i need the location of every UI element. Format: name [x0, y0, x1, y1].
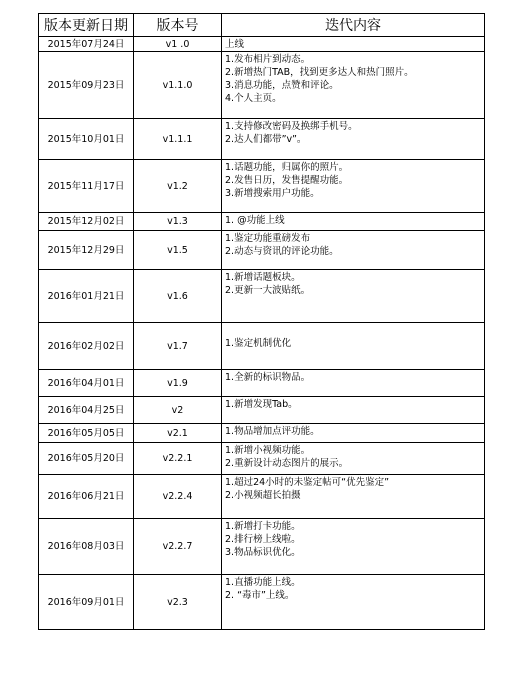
table-row	[39, 160, 485, 213]
content-line: 1.话题功能，归属你的照片。	[225, 162, 349, 173]
content-line: 2.排行榜上线啦。	[225, 534, 301, 545]
cell-content	[222, 213, 485, 231]
content-line: 1.鉴定机制优化	[225, 338, 292, 349]
table-row	[39, 575, 485, 630]
cell-version: v1.7	[134, 323, 222, 370]
content-line: 2.重新设计动态图片的展示。	[225, 458, 349, 469]
cell-version: v2.2.7	[134, 519, 222, 575]
content-line	[225, 324, 482, 337]
cell-version: v1.1.1	[134, 119, 222, 160]
cell-version: v1.3	[134, 213, 222, 231]
table-row	[39, 231, 485, 270]
cell-date: 2015年11月17日	[39, 160, 134, 213]
cell-content	[222, 323, 485, 370]
content-line: 2.动态与资讯的评论功能。	[225, 246, 339, 257]
cell-version: v2.2.4	[134, 475, 222, 519]
content-line: 1.支持修改密码及换绑手机号。	[225, 121, 358, 132]
content-line: 1.物品增加点评功能。	[225, 426, 320, 437]
cell-content	[222, 37, 485, 52]
content-line: 2.小视频超长拍摄	[225, 490, 301, 501]
cell-content	[222, 52, 485, 119]
content-line: 1.新增打卡功能。	[225, 521, 301, 532]
cell-content	[222, 231, 485, 270]
cell-date: 2015年12月02日	[39, 213, 134, 231]
content-line: 2. “毒市”上线。	[225, 590, 295, 601]
content-line: 3.消息功能，点赞和评论。	[225, 80, 339, 91]
table-row	[39, 213, 485, 231]
content-line: 3.新增搜索用户功能。	[225, 188, 320, 199]
cell-version: v2.1	[134, 424, 222, 443]
content-line: 1.鉴定功能重磅发布	[225, 233, 311, 244]
header-content: 迭代内容	[222, 14, 485, 37]
cell-content	[222, 370, 485, 397]
cell-date: 2015年07月24日	[39, 37, 134, 52]
cell-version: v2.2.1	[134, 443, 222, 475]
table-row	[39, 270, 485, 323]
content-line: 1.超过24小时的未鉴定帖可“优先鉴定”	[225, 477, 389, 488]
content-line: 1.发布相片到动态。	[225, 54, 311, 65]
cell-content	[222, 160, 485, 213]
cell-version: v2	[134, 397, 222, 424]
cell-version: v1.5	[134, 231, 222, 270]
header-date: 版本更新日期	[39, 14, 134, 37]
cell-content	[222, 119, 485, 160]
cell-version: v1 .0	[134, 37, 222, 52]
content-line: 1. @功能上线	[225, 215, 285, 226]
cell-date: 2016年02月02日	[39, 323, 134, 370]
cell-content	[222, 443, 485, 475]
cell-version: v1.2	[134, 160, 222, 213]
header-row	[39, 14, 485, 37]
cell-version: v1.6	[134, 270, 222, 323]
cell-date: 2016年08月03日	[39, 519, 134, 575]
header-version: 版本号	[134, 14, 222, 37]
content-line: 2.更新一大波贴纸。	[225, 285, 311, 296]
content-line: 1.新增小视频功能。	[225, 445, 311, 456]
content-line: 2.新增热门TAB，找到更多达人和热门照片。	[225, 67, 414, 78]
cell-date: 2015年12月29日	[39, 231, 134, 270]
content-line: 4.个人主页。	[225, 93, 282, 104]
content-line: 1.直播功能上线。	[225, 577, 301, 588]
table-row	[39, 519, 485, 575]
version-history-table	[38, 13, 485, 630]
cell-version: v1.1.0	[134, 52, 222, 119]
table-row	[39, 397, 485, 424]
cell-version: v2.3	[134, 575, 222, 630]
cell-date: 2015年10月01日	[39, 119, 134, 160]
table-row	[39, 370, 485, 397]
content-line: 1.新增发现Tab。	[225, 399, 298, 410]
content-line: 2.达人们都带”v”。	[225, 134, 307, 145]
cell-date: 2015年09月23日	[39, 52, 134, 119]
table-row	[39, 475, 485, 519]
cell-content	[222, 270, 485, 323]
table-row	[39, 37, 485, 52]
content-line: 上线	[225, 39, 245, 50]
table-row	[39, 52, 485, 119]
content-line: 3.物品标识优化。	[225, 547, 301, 558]
cell-content	[222, 575, 485, 630]
cell-version: v1.9	[134, 370, 222, 397]
content-line: 1.新增话题板块。	[225, 272, 301, 283]
content-line: 1.全新的标识物品。	[225, 372, 311, 383]
cell-date: 2016年06月21日	[39, 475, 134, 519]
cell-date: 2016年05月05日	[39, 424, 134, 443]
cell-date: 2016年01月21日	[39, 270, 134, 323]
table-row	[39, 119, 485, 160]
cell-date: 2016年09月01日	[39, 575, 134, 630]
cell-content	[222, 475, 485, 519]
cell-content	[222, 424, 485, 443]
content-line: 2.发售日历，发售提醒功能。	[225, 175, 349, 186]
table-row	[39, 424, 485, 443]
table-row	[39, 323, 485, 370]
table-row	[39, 443, 485, 475]
cell-content	[222, 397, 485, 424]
cell-date: 2016年04月01日	[39, 370, 134, 397]
cell-date: 2016年04月25日	[39, 397, 134, 424]
cell-content	[222, 519, 485, 575]
cell-date: 2016年05月20日	[39, 443, 134, 475]
table-body	[39, 37, 485, 630]
